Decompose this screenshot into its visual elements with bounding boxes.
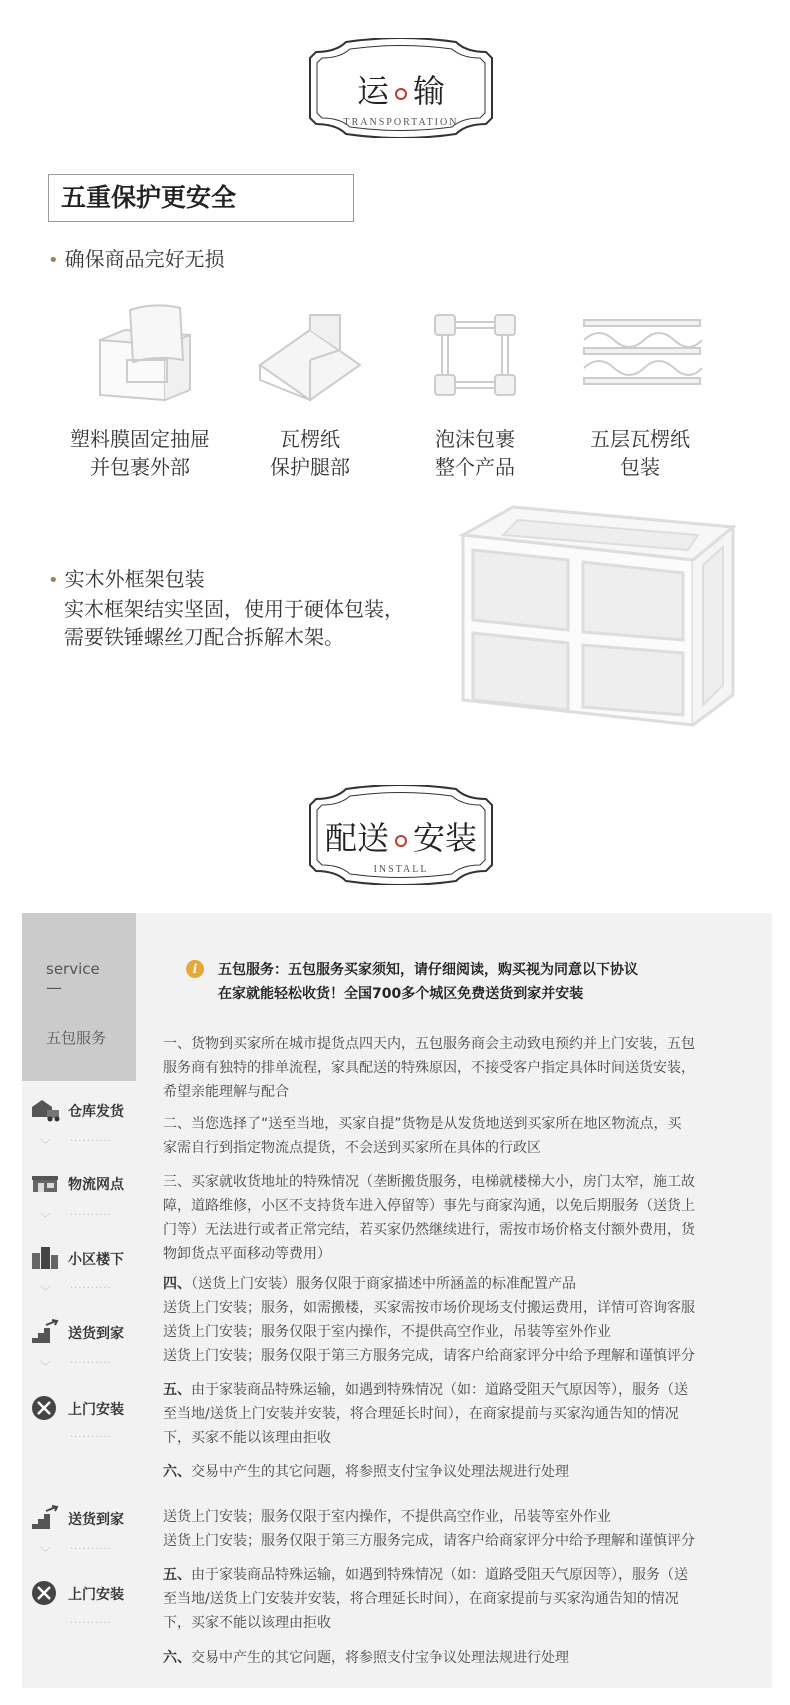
dotted-divider: ·········· <box>70 1618 112 1629</box>
clause-line: 至当地/送货上门安装并安装，将合理延长时间），在商家提前与买家沟通告知的情况 <box>163 1406 679 1422</box>
badge-title <box>296 66 506 112</box>
caption-line: 瓦楞纸 <box>280 427 340 451</box>
tools-icon <box>30 1395 60 1421</box>
dotted-divider: ·········· <box>70 1544 112 1555</box>
step-warehouse <box>30 1095 136 1125</box>
tools-icon <box>30 1580 60 1606</box>
badge-subtitle: INSTALL <box>373 864 429 875</box>
caption-line: 包装 <box>620 455 660 479</box>
bullet-dot-icon: • <box>48 570 59 591</box>
stairs-delivery-icon <box>30 1505 60 1531</box>
clause-line: 至当地/送货上门安装并安装，将合理延长时间），在商家提前与买家沟通告知的情况 <box>163 1591 679 1607</box>
clause-line: 下，买家不能以该理由拒收 <box>163 1430 331 1446</box>
warehouse-truck-icon <box>30 1097 60 1123</box>
clause-number: 五、 <box>163 1567 191 1583</box>
protection-heading: 五重保护更安全 <box>48 174 354 222</box>
transport-badge <box>0 38 790 148</box>
clause-line: 门等）无法进行或者正常完结，若买家仍然继续进行，需按市场价格支付额外费用，货 <box>163 1222 695 1238</box>
clause-5 <box>163 1378 748 1450</box>
drawer-film-icon <box>95 300 195 405</box>
clause-line: 希望亲能理解与配合 <box>163 1084 289 1100</box>
step-label: 上门安装 <box>68 1402 124 1418</box>
badge-subtitle: TRANSPORTATION <box>343 117 459 128</box>
service-dash: — <box>46 978 62 997</box>
clause-2 <box>163 1112 748 1160</box>
caption-line: 五层瓦楞纸 <box>590 427 690 451</box>
five-layer-corrugated-icon <box>582 318 702 388</box>
clause-line: 物卸货点平面移动等费用） <box>163 1246 331 1262</box>
foam-wrap-icon <box>430 310 520 400</box>
caption-line: 塑料膜固定抽屉 <box>70 427 210 451</box>
bullet-intact-text: 确保商品完好无损 <box>64 247 225 271</box>
dotted-divider: ·········· <box>70 1136 112 1147</box>
clause-line: 二、当您选择了“送至当地，买家自提”货物是从发货地送到买家所在地区物流点，买 <box>163 1116 682 1132</box>
clause-line: 送货上门安装；服务，如需搬楼，买家需按市场价现场支付搬运费用，详情可咨询客服 <box>163 1300 695 1316</box>
bullet-wood-frame <box>48 565 404 651</box>
clause-line: 送货上门安装；服务仅限于第三方服务完成，请客户给商家评分中给予理解和谨慎评分 <box>163 1533 695 1549</box>
chevron-down-icon: ﹀ <box>40 1138 51 1151</box>
caption-line: 整个产品 <box>435 455 515 479</box>
clause-line: 由于家装商品特殊运输，如遇到特殊情况（如：道路受阻天气原因等），服务（送 <box>191 1567 688 1583</box>
dotted-divider: ·········· <box>70 1358 112 1369</box>
bullet-dot-icon: • <box>48 250 59 271</box>
step-delivery <box>30 1317 136 1347</box>
clause-number: 六、 <box>163 1650 191 1666</box>
clause-number: 六、 <box>163 1464 191 1480</box>
clause-3 <box>163 1170 748 1266</box>
clause-1 <box>163 1032 748 1104</box>
clause-repeat-5 <box>163 1563 748 1635</box>
wood-frame-title: 实木外框架包装 <box>64 567 205 591</box>
caption-line: 保护腿部 <box>270 455 350 479</box>
corrugated-corner-icon <box>250 310 370 405</box>
clause-line: 由于家装商品特殊运输，如遇到特殊情况（如：道路受阻天气原因等），服务（送 <box>191 1382 688 1398</box>
badge-title-left: 运 <box>356 72 389 110</box>
chevron-down-icon: ﹀ <box>40 1285 51 1298</box>
step-label: 物流网点 <box>68 1177 124 1193</box>
icon-caption-corner <box>240 425 380 481</box>
icon-caption-layers <box>570 425 710 481</box>
clause-line: 送货上门安装；服务仅限于室内操作，不提供高空作业，吊装等室外作业 <box>163 1509 611 1525</box>
clause-line: 送货上门安装；服务仅限于室内操作，不提供高空作业，吊装等室外作业 <box>163 1324 611 1340</box>
step-community <box>30 1243 136 1273</box>
chevron-down-icon: ﹀ <box>40 1360 51 1373</box>
clause-repeat-4 <box>163 1505 748 1553</box>
stairs-delivery-icon <box>30 1319 60 1345</box>
caption-line: 泡沫包裹 <box>435 427 515 451</box>
step-delivery-2 <box>30 1503 136 1533</box>
step-install-2 <box>30 1578 136 1608</box>
clause-number: 五、 <box>163 1382 191 1398</box>
dotted-divider: ·········· <box>70 1432 112 1443</box>
wood-frame-desc-1: 实木框架结实坚固，使用于硬体包装， <box>64 597 404 621</box>
clause-4 <box>163 1272 748 1368</box>
badge-title-left: 配送 <box>324 819 389 857</box>
icon-caption-foam <box>405 425 545 481</box>
clause-line: 三、买家就收货地址的特殊情况（垄断搬货服务，电梯就楼梯大小，房门太窄，施工故 <box>163 1174 695 1190</box>
step-label: 送货到家 <box>68 1326 124 1342</box>
service-sidebar-header <box>22 913 136 1081</box>
dotted-divider: ·········· <box>70 1210 112 1221</box>
chevron-down-icon: ﹀ <box>40 1212 51 1225</box>
step-logistics <box>30 1168 136 1198</box>
chevron-down-icon: ﹀ <box>40 1546 51 1559</box>
clause-number: 四、 <box>163 1276 191 1292</box>
clause-line: 下，买家不能以该理由拒收 <box>163 1615 331 1631</box>
clause-line: （送货上门安装）服务仅限于商家描述中所涵盖的标准配置产品 <box>191 1276 576 1292</box>
clause-line: 交易中产生的其它问题，将参照支付宝争议处理法规进行处理 <box>191 1464 569 1480</box>
clause-repeat-6 <box>163 1646 748 1670</box>
red-dot-icon <box>395 88 407 100</box>
badge-title <box>296 813 506 859</box>
clause-line: 交易中产生的其它问题，将参照支付宝争议处理法规进行处理 <box>191 1650 569 1666</box>
info-icon: i <box>186 960 204 978</box>
badge-title-right: 输 <box>413 72 446 110</box>
buildings-icon <box>30 1245 60 1271</box>
clause-line: 障，道路维修，小区不支持货车进入停留等）事先与商家沟通，以免后期服务（送货上 <box>163 1198 695 1214</box>
wood-frame-desc-2: 需要铁锤螺丝刀配合拆解木架。 <box>64 625 344 649</box>
step-label: 送货到家 <box>68 1512 124 1528</box>
badge-title-right: 安装 <box>413 819 478 857</box>
caption-line: 并包裹外部 <box>90 455 190 479</box>
step-label: 上门安装 <box>68 1587 124 1603</box>
clause-line: 一、货物到买家所在城市提货点四天内，五包服务商会主动致电预约并上门安装，五包 <box>163 1036 695 1052</box>
step-label: 仓库发货 <box>68 1104 124 1120</box>
red-dot-icon <box>395 835 407 847</box>
notice-line: 在家就能轻松收货！全国700多个城区免费送货到家并安装 <box>218 986 584 1002</box>
bullet-intact <box>48 243 225 272</box>
install-badge <box>0 785 790 895</box>
five-services-label: 五包服务 <box>46 1029 107 1047</box>
dotted-divider: ·········· <box>70 1283 112 1294</box>
service-label: service <box>46 960 100 978</box>
service-notice <box>186 958 746 1006</box>
step-install <box>30 1393 136 1423</box>
icon-caption-film <box>50 425 230 481</box>
wooden-crate-icon <box>458 505 738 730</box>
logistics-store-icon <box>30 1170 60 1196</box>
clause-line: 服务商有独特的排单流程，家具配送的特殊原因，不接受客户指定具体时间送货安装， <box>163 1060 695 1076</box>
notice-line: 五包服务：五包服务买家须知，请仔细阅读，购买视为同意以下协议 <box>218 962 638 978</box>
clause-6 <box>163 1460 748 1484</box>
clause-line: 家需自行到指定物流点提货，不会送到买家所在具体的行政区 <box>163 1140 541 1156</box>
clause-line: 送货上门安装；服务仅限于第三方服务完成，请客户给商家评分中给予理解和谨慎评分 <box>163 1348 695 1364</box>
step-label: 小区楼下 <box>68 1252 124 1268</box>
